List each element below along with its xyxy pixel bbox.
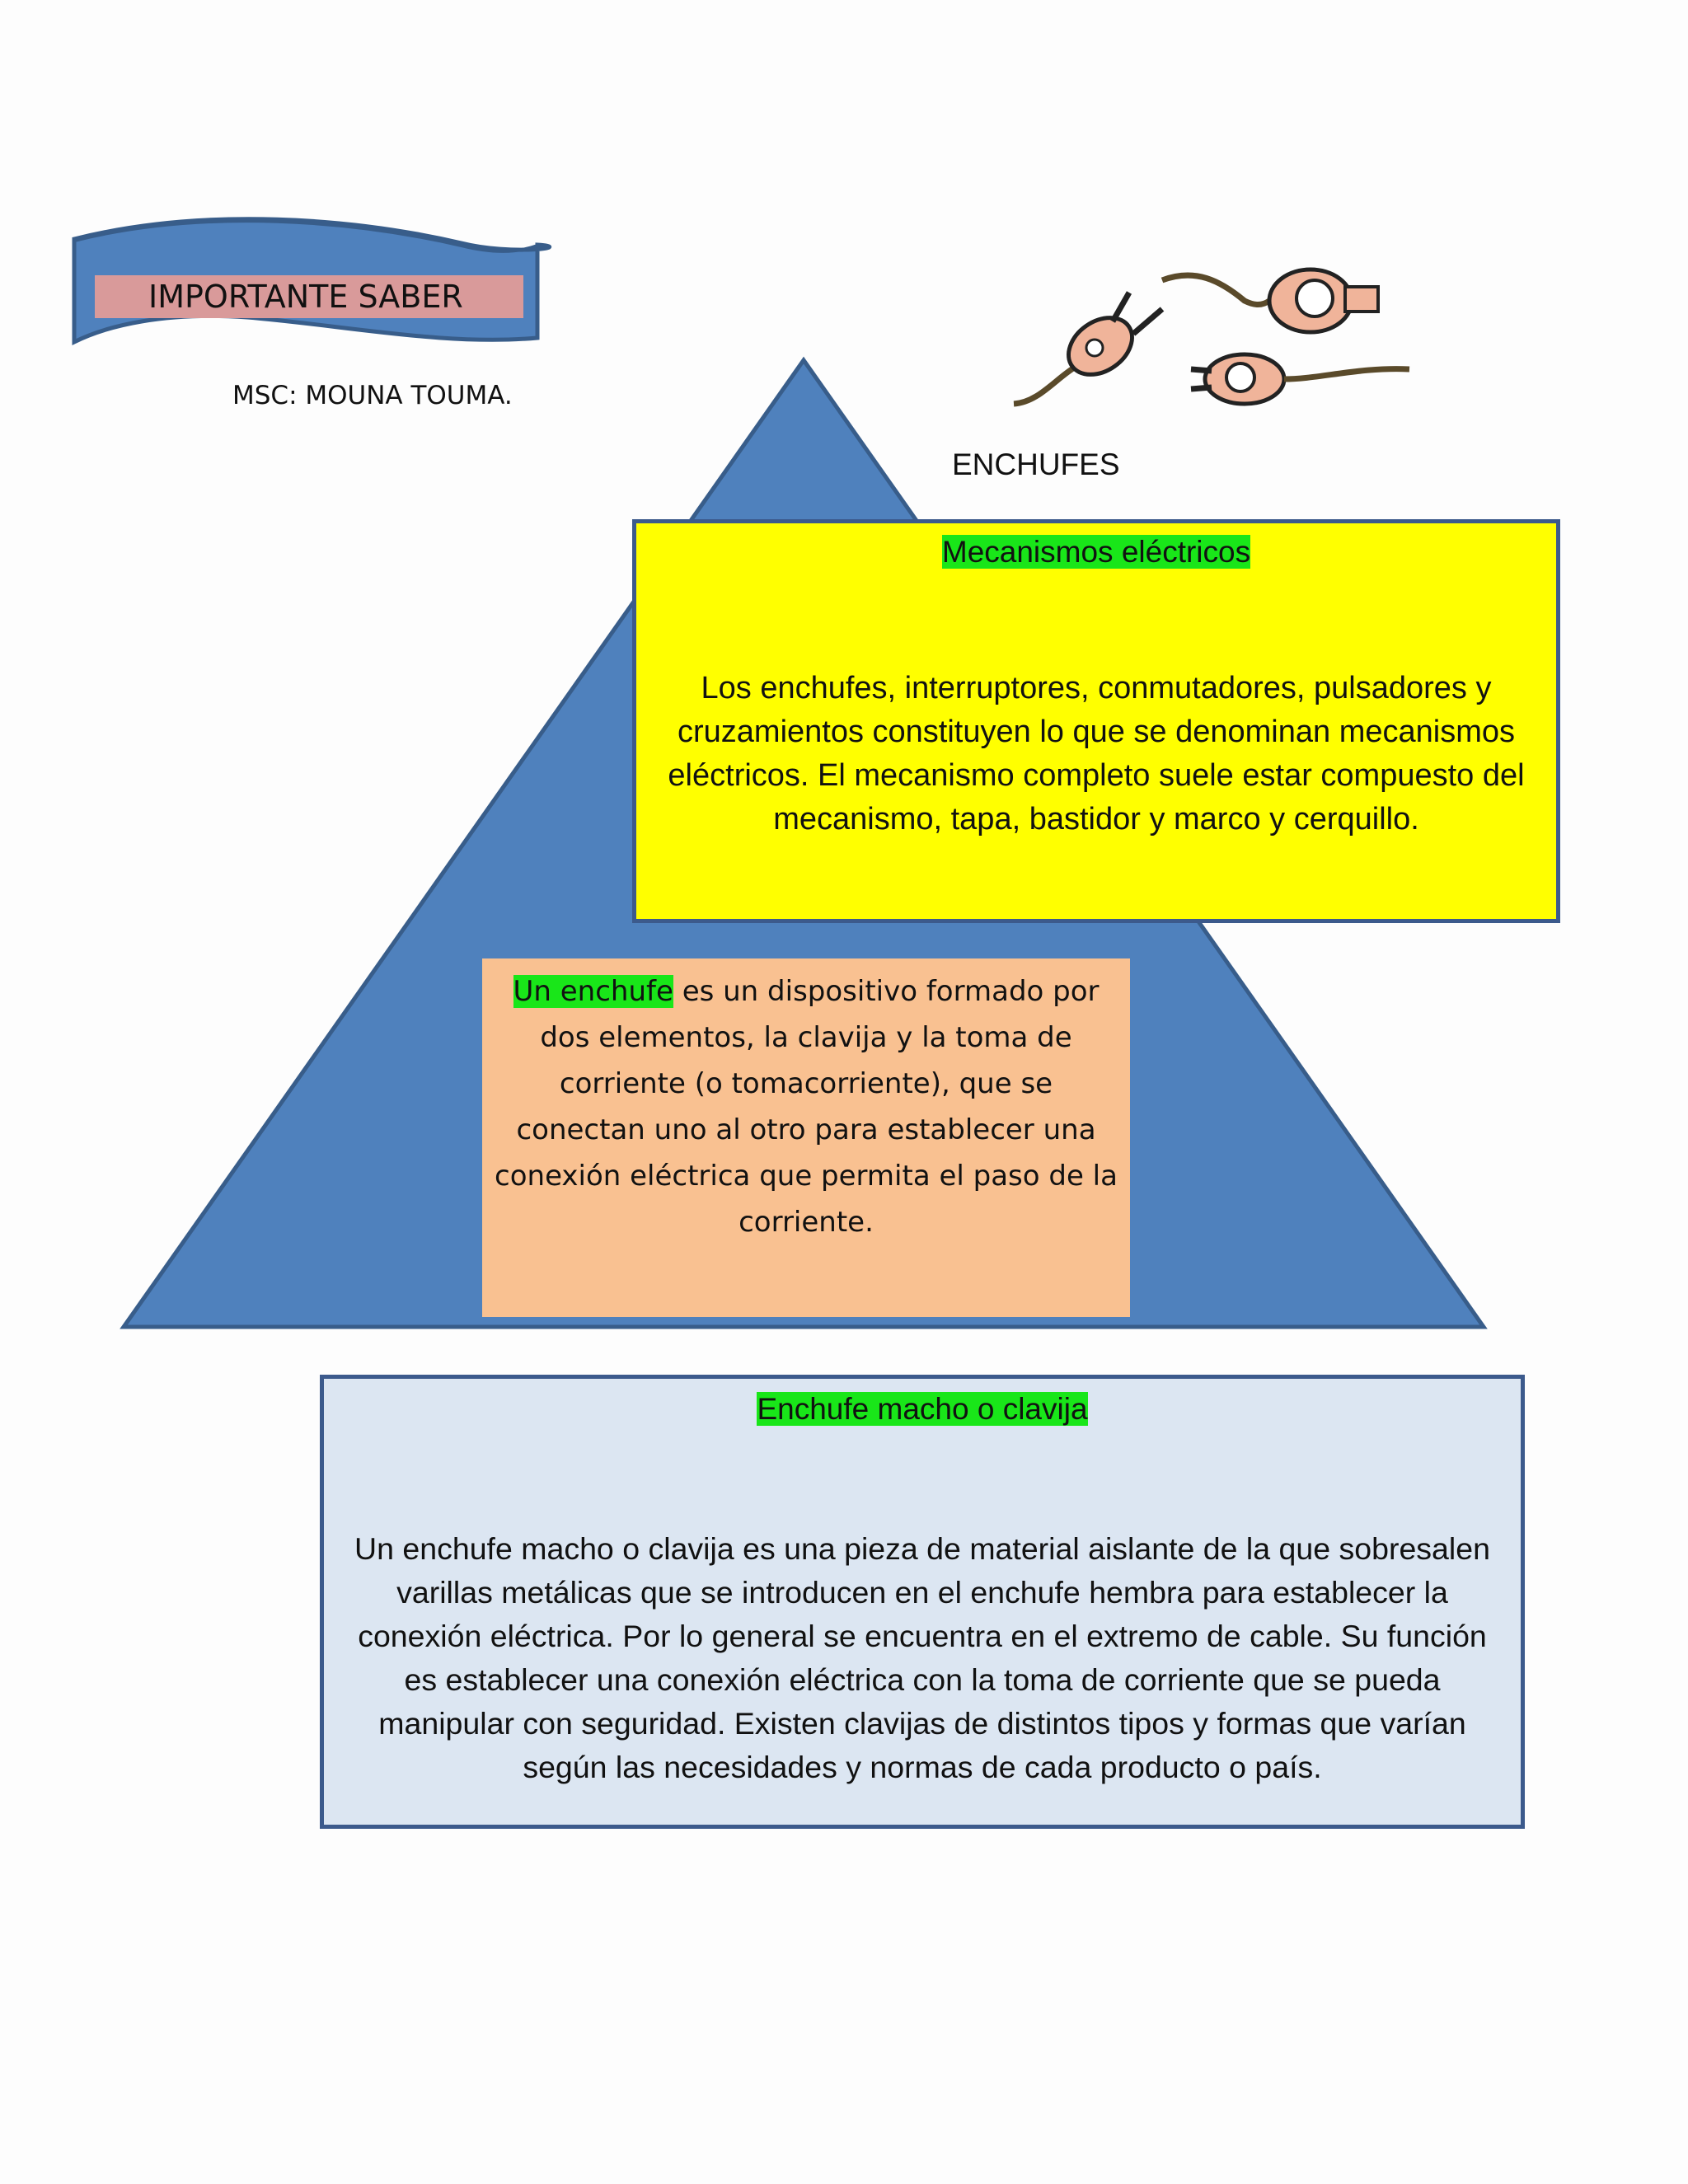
page-heading: ENCHUFES [952,448,1120,481]
macho-box [320,1375,1525,1829]
banner-label: IMPORTANTE SABER [95,275,523,318]
enchufe-definition-box [482,958,1130,1317]
mecanismos-heading: Mecanismos eléctricos [941,535,1251,569]
mecanismos-box [632,519,1560,923]
plugs-illustration-icon [1006,255,1434,420]
enchufe-body: es un dispositivo formado por dos elementos, la clavija y la toma de corriente (o tomacorriente), que se conectan uno al otro para establecer una conexión eléctrica que permita el paso de la corriente. [495,975,1118,1239]
author-credit: MSC: MOUNA TOUMA. [232,381,513,410]
macho-heading: Enchufe macho o clavija [757,1392,1088,1426]
enchufe-term: Un enchufe [513,975,673,1008]
macho-body: Un enchufe macho o clavija es una pieza de material aislante de la que sobresalen varillas metálicas que se introducen en el enchufe hembra para establecer la conexión eléctrica. Por lo general se encuentra en el extremo de cable. Su función es establecer una conexión eléctrica con la toma de corriente que se pueda manipular con seguridad. Existen clavijas de distintos tipos y formas que varían según las necesidades y normas de cada producto o país. [354,1531,1490,1784]
mecanismos-body: Los enchufes, interruptores, conmutadores, pulsadores y cruzamientos constituyen lo que se denominan mecanismos eléctricos. El mecanismo completo suele estar compuesto del mecanismo, tapa, bastidor y marco y cerquillo. [668,671,1525,837]
